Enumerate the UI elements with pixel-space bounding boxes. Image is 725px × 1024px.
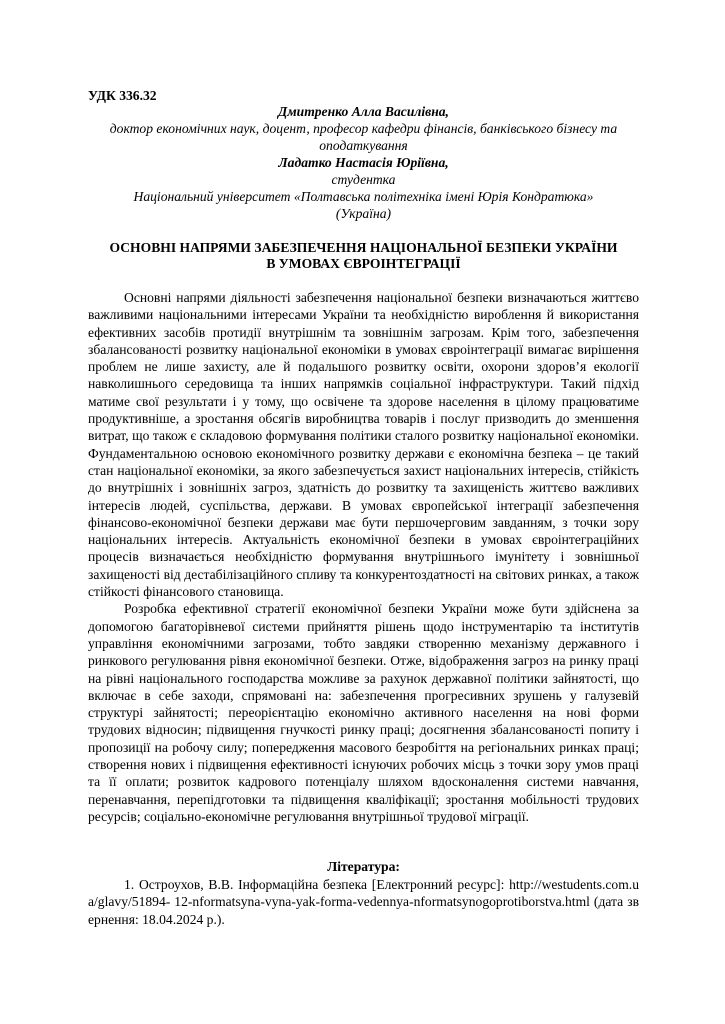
paper-body	[88, 289, 639, 825]
title-line-2: В УМОВАХ ЄВРОІНТЕГРАЦІЇ	[266, 256, 461, 271]
body-paragraph-1: Основні напрями діяльності забезпечення національної безпеки визначаються життєво важливими національними інтересами України та необхідністю вироблення й використання ефективних засобів протидії внутрішнім та зовнішнім загрозам. Крім того, забезпечення збалансованості розвитку національної економіки в умовах євроінтеграції вимагає вирішення проблем не лише захисту, але й подальшого розвитку освіти, охорони здоров’я екології навколишнього середовища та інших напрямків соціальної інфраструктури. Такий підхід матиме свої результати і у тому, що освічене та здорове населення в цілому працюватиме продуктивніше, а зростання обсягів виробництва товарів і послуг призводить до зменшення витрат, що також є складовою формування політики сталого розвитку національної економіки. Фундаментальною основою економічного розвитку держави є економічна безпека – це такий стан національної економіки, за якого забезпечується захист національних інтересів, стійкість до внутрішніх і зовнішніх загроз, здатність до розвитку та захищеність життєво важливих інтересів людей, суспільства, держави. В умовах європейської інтеграції забезпечення фінансово-економічної безпеки держави має бути першочерговим завданням, з точки зору національних інтересів. Актуальність економічної безпеки в умовах євроінтеграційних процесів визначається необхідністю формування внутрішнього імунітету і зовнішньої захищеності від дестабілізаційного спливу та конкурентоздатності на світових ринках, а також стійкості фінансового становища.	[88, 290, 639, 600]
title-line-1: ОСНОВНІ НАПРЯМИ ЗАБЕЗПЕЧЕННЯ НАЦІОНАЛЬНОЇ БЕЗПЕКИ УКРАЇНИ	[109, 240, 618, 255]
body-paragraph-2: Розробка ефективної стратегії економічної безпеки України може бути здійснена за допомогою багаторівневої системи прийняття рішень щодо інструментарію та інститутів управління економічними загрозами, тобто завдяки створенню механізму державного і ринкового регулювання рівня економічної безпеки. Отже, відображення загроз на ринку праці на рівні національного господарства можливе за рахунок державної політики зайнятості, що включає в себе заходи, спрямовані на: забезпечення прогресивних зрушень у галузевій структурі зайнятості; переорієнтацію економічно активного населення на нові форми трудових відносин; підвищення гнучкості ринку праці; досягнення збалансованості попиту і пропозиції на робочу силу; попередження масового безробіття на регіональних ринках праці; створення нових і підвищення ефективності існуючих робочих місць з точки зору умов праці та її оплати; розвиток кадрового потенціалу шляхом вдосконалення системи навчання, перенавчання, перепідготовки та підвищення кваліфікації; зростання мобільності трудових ресурсів; соціально-економічне регулювання внутрішньої трудової міграції.	[88, 601, 639, 824]
literature-item-1: 1. Остроухов, В.В. Інформаційна безпека [Електронний ресурс]: http://westudents.com.ua/glavy/51894- 12-nformatsyna-vyna-yak-forma-vedennya-nformatsynogoprotiborstva.html (дата звернення: 18.04.2024 р.).	[88, 877, 639, 927]
author-2-position: студентка	[331, 172, 396, 187]
university-name: Національний університет «Полтавська політехніка імені Юрія Кондратюка»	[133, 189, 594, 204]
udc-code: УДК 336.32	[88, 88, 157, 103]
author-2-name: Ладатко Настасія Юріївна,	[278, 155, 449, 170]
literature-heading: Література:	[327, 859, 400, 874]
paper-title	[88, 240, 639, 272]
author-1-position: доктор економічних наук, доцент, професор кафедри фінансів, банківського бізнесу та оподаткування	[109, 121, 618, 153]
country: (Україна)	[335, 206, 392, 221]
author-1-name: Дмитренко Алла Василівна,	[278, 104, 449, 119]
authors-block	[88, 103, 639, 222]
